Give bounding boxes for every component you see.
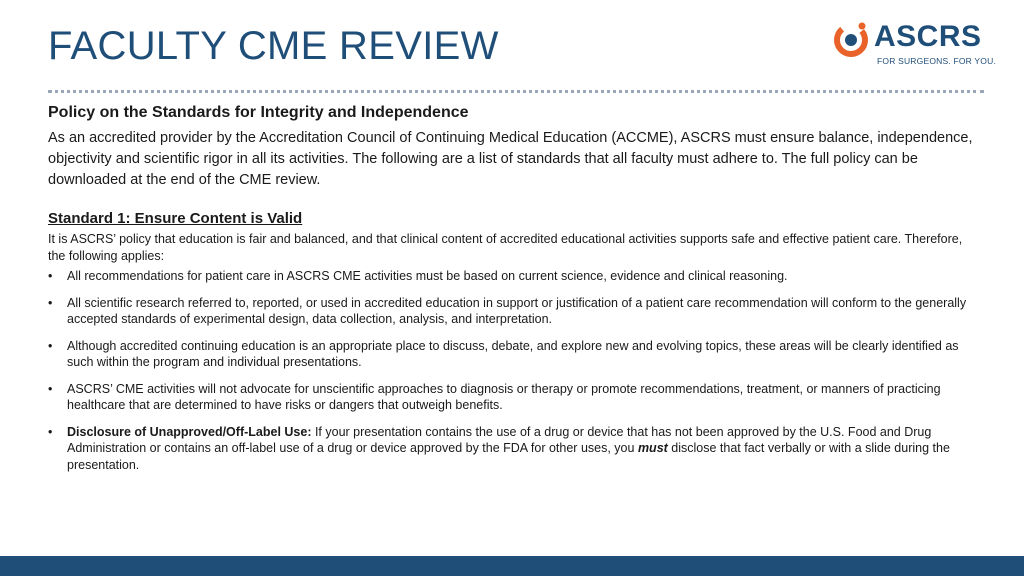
- bullet-icon: •: [48, 381, 53, 396]
- disclosure-emphasis: must: [637, 441, 668, 455]
- disclosure-text-after: disclose that fact verbally or with a slide during the presentation.: [67, 441, 950, 472]
- logo-wordmark: ASCRS: [874, 20, 982, 53]
- standard-description: It is ASCRS’ policy that education is fair and balanced, and that clinical content of accredited educational activities supports safe and effective patient care. Therefore, the following applies:: [48, 232, 963, 263]
- bullet-text: Although accredited continuing education is an appropriate place to discuss, debate, and explore new and evolving topics, these areas will be clearly identified as such within the program and individual presentations.: [67, 338, 959, 369]
- standard-bullet-list: [48, 268, 978, 473]
- ascrs-logo-icon: [832, 18, 874, 60]
- bullet-icon: •: [48, 269, 53, 283]
- logo-tagline: FOR SURGEONS. FOR YOU.: [877, 56, 997, 66]
- bullet-icon: •: [48, 338, 53, 353]
- footer-bar: [0, 556, 1024, 576]
- bullet-icon: •: [48, 295, 53, 310]
- disclosure-label: Disclosure of Unapproved/Off-Label Use:: [67, 424, 312, 439]
- page-title: FACULTY CME REVIEW: [48, 24, 499, 68]
- title-divider: [48, 90, 984, 93]
- bullet-text: ASCRS’ CME activities will not advocate for unscientific approaches to diagnosis or therapy or promote recommendations, treatment, or manners of practicing healthcare that are determined to have risks or dangers that outweigh benefits.: [67, 381, 941, 412]
- bullet-text: All scientific research referred to, reported, or used in accredited education in support or justification of a patient care recommendation will conform to the generally accepted standards of experimental design, data collection, analysis, and interpretation.: [67, 295, 967, 326]
- bullet-text: All recommendations for patient care in ASCRS CME activities must be based on current science, evidence and clinical reasoning.: [67, 269, 788, 283]
- policy-intro: As an accredited provider by the Accreditation Council of Continuing Medical Education (ACCME), ASCRS must ensure balance, independence, objectivity and scientific rigor in all its activities. The following are a list of standards that all faculty must adhere to. The full policy can be downloaded at the end of the CME review.: [48, 130, 973, 188]
- list-item: [48, 268, 978, 285]
- standard-heading: Standard 1: Ensure Content is Valid: [48, 210, 303, 227]
- bullet-icon: •: [48, 424, 53, 439]
- main-content: [48, 104, 978, 483]
- list-item: [48, 295, 978, 328]
- ascrs-logo: [832, 18, 997, 70]
- disclosure-text-before: If your presentation contains the use of a drug or device that has not been approved by the U.S. Food and Drug Administration or contains an off-label use of a drug or device approved by the FDA for other uses, you: [67, 424, 932, 455]
- policy-heading: Policy on the Standards for Integrity and Independence: [48, 104, 469, 121]
- list-item: [48, 338, 978, 371]
- disclosure-item: [48, 424, 978, 474]
- list-item: [48, 381, 978, 414]
